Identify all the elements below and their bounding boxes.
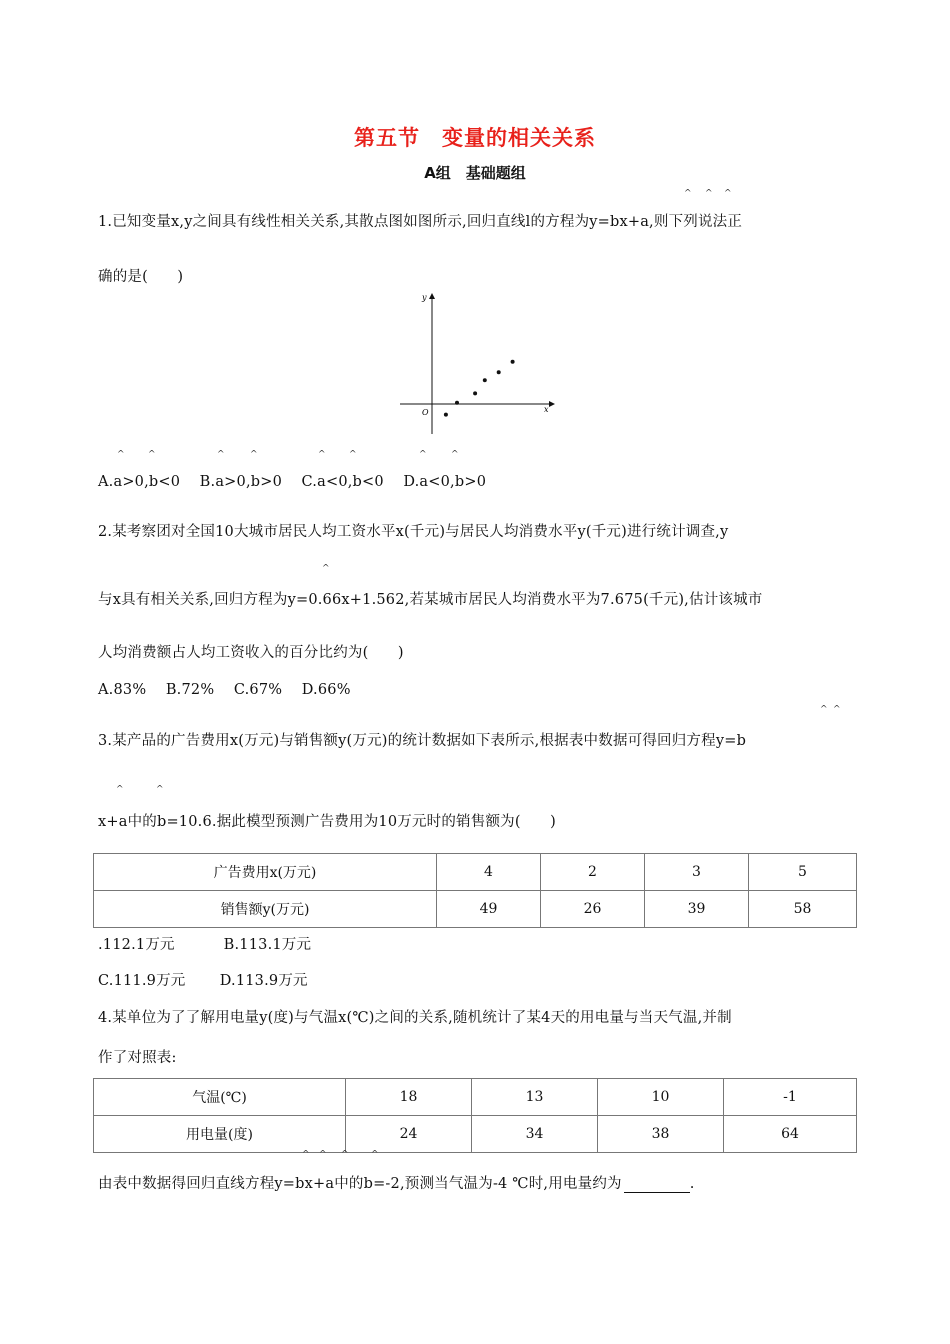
section-subtitle: A组 基础题组 xyxy=(424,164,526,182)
table-row xyxy=(94,891,857,928)
table-cell: 3 xyxy=(645,854,749,891)
q2-line1: 2.某考察团对全国10大城市居民人均工资水平x(千元)与居民人均消费水平y(千元)进行统计调查,y xyxy=(98,524,729,540)
answer-blank[interactable] xyxy=(624,1178,690,1193)
table-cell: 18 xyxy=(346,1079,472,1116)
q1-options: A.a>0,b<0 B.a>0,b>0 C.a<0,b<0 D.a<0,b>0 xyxy=(98,474,487,490)
table-cell: 广告费用x(万元) xyxy=(94,854,437,891)
scatter-point xyxy=(483,378,487,382)
q4-line3-end: . xyxy=(689,1176,695,1192)
hat-mark: ^ xyxy=(302,1150,310,1160)
page-title: 第五节 变量的相关关系 xyxy=(354,126,596,150)
hat-mark: ^ xyxy=(117,450,125,460)
hat-mark: ^ xyxy=(341,1150,349,1160)
hat-mark: ^ xyxy=(319,1150,327,1160)
table-cell: 4 xyxy=(437,854,541,891)
q4-data-table xyxy=(93,1078,857,1153)
table-cell: 用电量(度) xyxy=(94,1116,346,1153)
table-cell: 38 xyxy=(598,1116,724,1153)
table-cell: 39 xyxy=(645,891,749,928)
table-cell: 64 xyxy=(724,1116,857,1153)
q3-data-table xyxy=(93,853,857,928)
scatter-point xyxy=(444,413,448,417)
table-cell: 26 xyxy=(541,891,645,928)
hat-mark: ^ xyxy=(116,785,124,795)
hat-mark: ^ xyxy=(724,189,732,199)
table-row xyxy=(94,1116,857,1153)
hat-mark: ^ xyxy=(371,1150,379,1160)
x-axis-label: x xyxy=(544,405,549,414)
hat-mark: ^ xyxy=(820,705,828,715)
hat-mark: ^ xyxy=(148,450,156,460)
q4-line3 xyxy=(98,1172,695,1193)
table-cell: 10 xyxy=(598,1079,724,1116)
q3-line2: x+a中的b=10.6.据此模型预测广告费用为10万元时的销售额为( ) xyxy=(98,814,556,830)
table-cell: 气温(℃) xyxy=(94,1079,346,1116)
q4-line3-text: 由表中数据得回归直线方程y=bx+a中的b=-2,预测当气温为-4 ℃时,用电量约为 xyxy=(98,1176,622,1192)
q4-line1: 4.某单位为了了解用电量y(度)与气温x(℃)之间的关系,随机统计了某4天的用电量与当天气温,并制 xyxy=(98,1010,732,1026)
table-cell: 5 xyxy=(749,854,857,891)
hat-mark: ^ xyxy=(156,785,164,795)
q1-line2: 确的是( ) xyxy=(98,269,184,285)
hat-mark: ^ xyxy=(833,705,841,715)
table-cell: 13 xyxy=(472,1079,598,1116)
hat-mark: ^ xyxy=(684,189,692,199)
table-cell: 58 xyxy=(749,891,857,928)
hat-mark: ^ xyxy=(419,450,427,460)
hat-mark: ^ xyxy=(349,450,357,460)
scatter-point xyxy=(455,401,459,405)
q2-line2: 与x具有相关关系,回归方程为y=0.66x+1.562,若某城市居民人均消费水平为7.675(千元),估计该城市 xyxy=(98,592,763,608)
scatter-point xyxy=(473,391,477,395)
q2-line3: 人均消费额占人均工资收入的百分比约为( ) xyxy=(98,645,404,661)
table-cell: 2 xyxy=(541,854,645,891)
hat-mark: ^ xyxy=(705,189,713,199)
table-cell: 49 xyxy=(437,891,541,928)
table-cell: 34 xyxy=(472,1116,598,1153)
y-axis-arrow xyxy=(429,293,435,299)
hat-mark: ^ xyxy=(250,450,258,460)
hat-mark: ^ xyxy=(318,450,326,460)
table-row xyxy=(94,1079,857,1116)
q1-line1: 1.已知变量x,y之间具有线性相关关系,其散点图如图所示,回归直线l的方程为y=bx+a,则下列说法正 xyxy=(98,214,743,230)
table-cell: 24 xyxy=(346,1116,472,1153)
table-cell: -1 xyxy=(724,1079,857,1116)
hat-mark: ^ xyxy=(322,564,330,574)
q4-line2: 作了对照表: xyxy=(98,1050,177,1066)
x-axis-arrow xyxy=(549,401,555,407)
hat-mark: ^ xyxy=(217,450,225,460)
scatter-point xyxy=(497,370,501,374)
q2-options: A.83% B.72% C.67% D.66% xyxy=(98,682,351,698)
origin-label: O xyxy=(422,408,429,417)
table-row xyxy=(94,854,857,891)
q3-options-1: .112.1万元 B.113.1万元 xyxy=(98,937,312,953)
q3-line1: 3.某产品的广告费用x(万元)与销售额y(万元)的统计数据如下表所示,根据表中数据可得回归方程y=b xyxy=(98,733,747,749)
hat-mark: ^ xyxy=(451,450,459,460)
q3-options-2: C.111.9万元 D.113.9万元 xyxy=(98,973,308,989)
table-cell: 销售额y(万元) xyxy=(94,891,437,928)
q1-scatter-chart xyxy=(394,288,560,438)
y-axis-label: y xyxy=(422,293,427,302)
scatter-point xyxy=(511,360,515,364)
